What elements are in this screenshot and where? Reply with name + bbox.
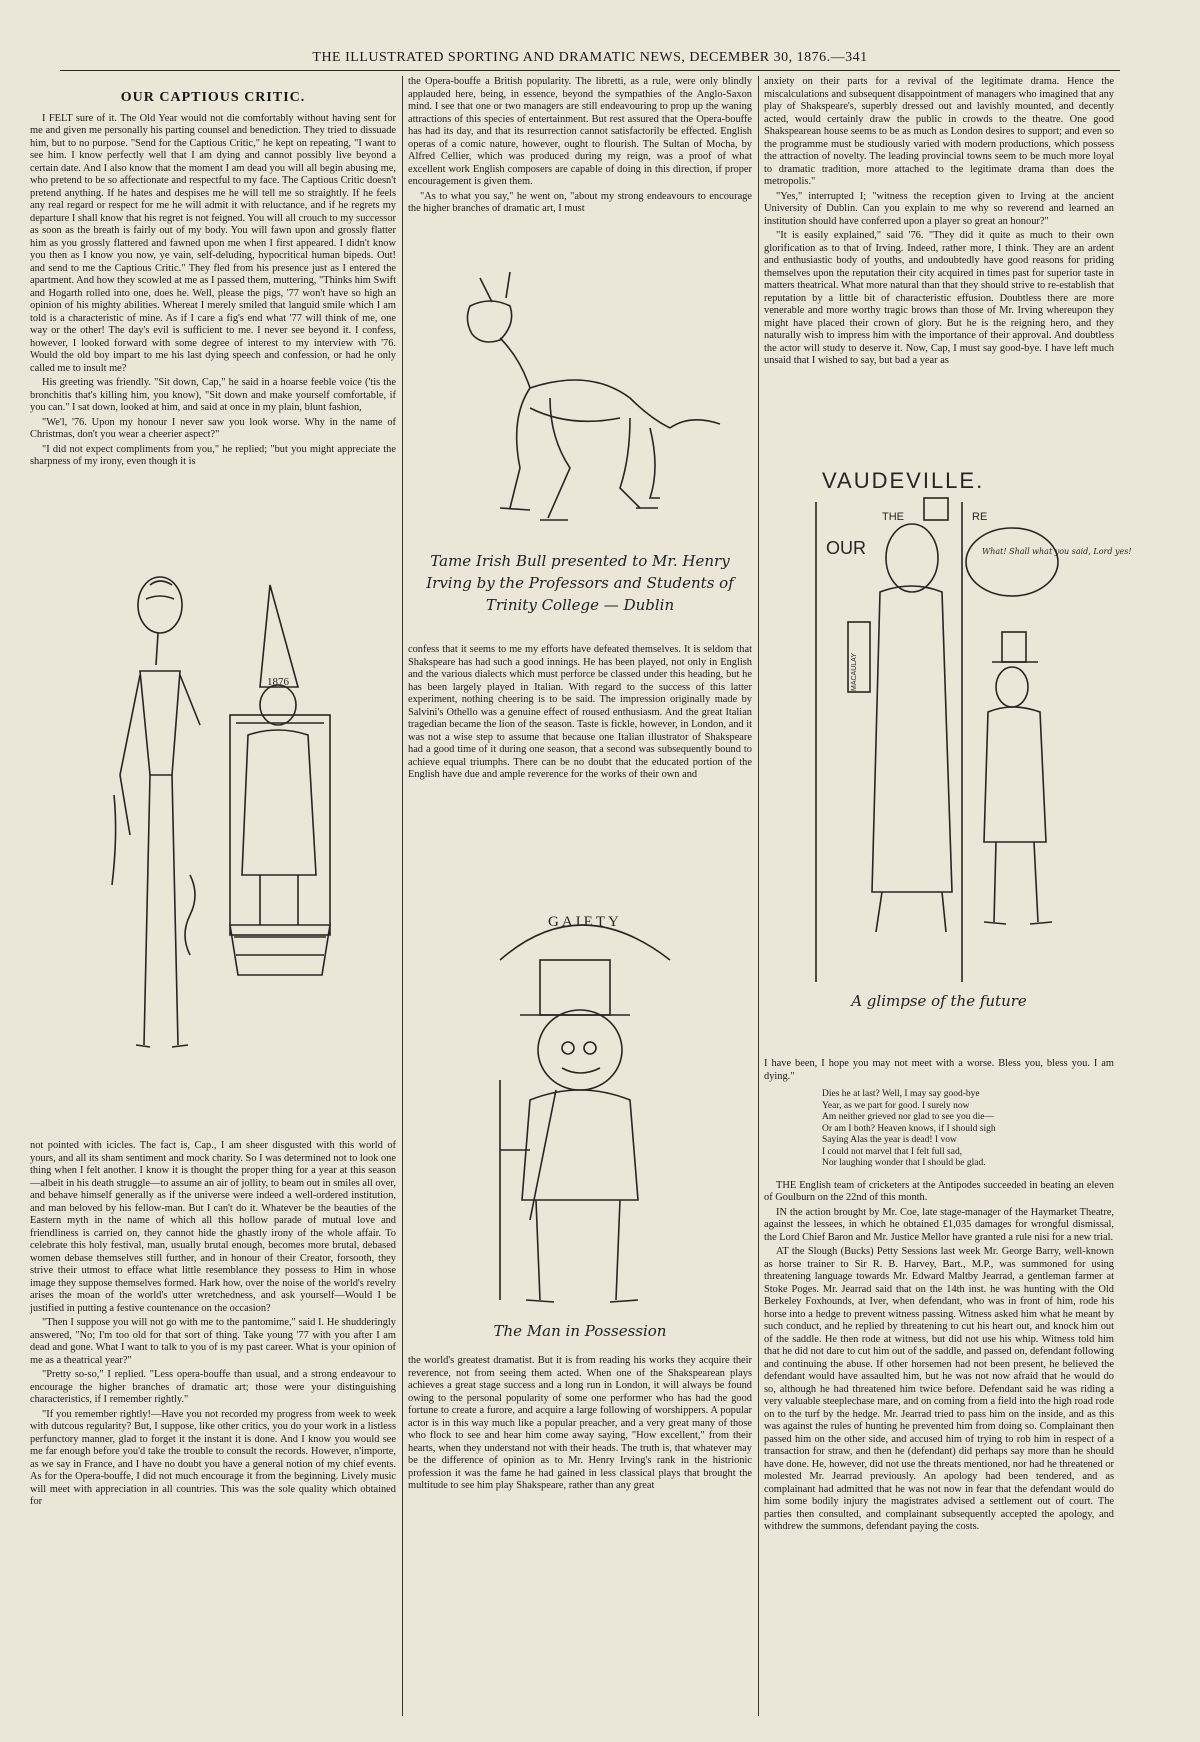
paragraph: I have been, I hope you may not meet with a worse. Bless you, bless you. I am dying.": [764, 1058, 1114, 1082]
irish-bull-illustration: [440, 258, 730, 548]
poster-word: OUR: [826, 538, 866, 558]
column-2-middle: [408, 644, 752, 784]
irish-bull-caption: Tame Irish Bull presented to Mr. Henry Irving by the Professors and Students of Trinity College — Dublin: [426, 552, 734, 614]
verse-line: Saying Alas the year is dead! I vow: [822, 1135, 957, 1145]
paragraph: the world's greatest dramatist. But it is from reading his works they acquire their reverence, not from seeing them acted. When one of the Shakspearean plays achieves a great stage success and a long run in London, it will always be found owing to the personal popularity of some one performer who has had the good fortune to create a furore, and acquire a large following of worshippers. A popular actor is in this way much like a popular preacher, and a very great many of those who flock to see and hear him come away saying, "How excellent," from their hearts, when they understand not with their heads. The truth is, that whatever may be the difference of opinion as to Mr. Henry Irving's rank in the histrionic profession it was the fame he had gained in less classical plays that brought the multitude to see him play Shakspeare, rather than any great: [408, 1355, 752, 1491]
poster-word: THE: [882, 511, 904, 523]
paragraph: "It is easily explained," said '76. "They did it quite as much to their own glorification as to that of Irving. Indeed, rather more, I think. They are an ardent and enthusiastic body of youths, and undoubtedly have good reasons for priding themselves upon the reputation their city acquired in times past for superior taste in matters theatrical. What more natural than that they should strive to re-establish that reputation by a little bit of characteristic effusion. Doubtless there are more venerable and more worthy tragic brows than those of Mr. Irving whereupon they might have placed their crown of glory. But he is the reigning hero, and they naturally wish to impress him with the importance of their approval. And doubtless the actor will study to deserve it. Now, Cap, I must say good-bye. I have left much unsaid that I wished to say, but bad a year as: [764, 230, 1114, 366]
verse-line: I could not marvel that I felt full sad,: [822, 1146, 963, 1157]
glimpse-caption: A glimpse of the future: [851, 992, 1027, 1010]
article-title: OUR CAPTIOUS CRITIC.: [120, 90, 306, 105]
paragraph: "Yes," interrupted I; "witness the reception given to Irving at the ancient University of Dublin. Can you explain to me why so reverend and learned an institution should have conferred upon a player so great an honour?": [764, 190, 1114, 227]
book-spine: MACAULAY: [851, 653, 858, 691]
paragraph: "If you remember rightly!—Have you not recorded my progress from week to week with dutcous regularity? But, I suppose, like other critics, you do your work in a listless perfunctory manner, glad to forget it the instant it is done. And I know you would see me far enough before you'd take the trouble to consult the records. However, n'importe, as we say in France, and I have no doubt you have a general notion of my chief events. As for the Opera-bouffe, I did not much encourage it from the beginning. Lively music will meet with appreciation in all countries. This was the sole quality which obtained for: [30, 1408, 396, 1507]
paragraph: "I did not expect compliments from you," he replied; "but you might appreciate the sharpness of my irony, even though it is: [30, 443, 396, 467]
paragraph: AT the Slough (Bucks) Petty Sessions last week Mr. George Barry, well-known as horse trainer to Sir R. B. Harvey, Bart., M.P., was summoned for using threatening language towards Mr. Edward Maltby Jearrad, a gentleman farmer at Stoke Poges. Mr. Jearrad said that on the 14th inst. he was hunting with the Old Berkeley Foxhounds, at Iver, when defendant, who was in front of him, rode his horse into a hedge to prevent witness passing. Witness asked him what he meant by such conduct, and he replied by threatening to cut his heart out, and knock him out of the saddle. He then rode at witness, but did not use his whip. Witness told him that he did not dare to cut him out of the saddle, and passed on, defendant following and continuing the abuse. If other horsemen had not been present, he believed the defendant would have assaulted him, but he was not now afraid that he would do so, although he had threatened him twice before. Defendant said he was riding a very valuable steeplechase mare, and on coming from a field into the high road rode on to the turf by the hedge. Mr. Jearrad tried to pass him on the inside, and as this was against the rules of hunting he prevented him from doing so. Complainant then passed him on the other side, and accused him of trying to rob him in respect of a transaction for straw, and then he (defendant) did perhaps say more than he should have done. He, however, did not use the threats mentioned, nor had he threatened or molested Mr. Jearrad previously. An apology had been tendered, and as complainant had admitted that he was not now in fear that the defendant would do him some bodily injury the magistrates advised a settlement out of court. The parties then consulted, and complainant subsequently accepted the apology, and withdrew the summons, defendant paying the costs.: [764, 1246, 1114, 1532]
verse-line: Dies he at last? Well, I may say good-bye: [822, 1089, 980, 1099]
dunce-cap-label: 1876: [267, 676, 289, 688]
man-in-possession-illustration: [470, 900, 700, 1320]
poster-word: RE: [972, 511, 988, 523]
paragraph: THE English team of cricketers at the Antipodes succeeded in beating an eleven of Goulburn on the 22nd of this month.: [764, 1179, 1114, 1203]
paragraph: "Pretty so-so," I replied. "Less opera-bouffe than usual, and a strong endeavour to encourage the higher branches of dramatic art; those were your distinguishing characteristics, if I remember rightly.": [30, 1369, 396, 1405]
paragraph: the Opera-bouffe a British popularity. The libretti, as a rule, were only blindly applauded here, being, in essence, beyond the sympathies of the Anglo-Saxon mind. I see that one or two managers are still endeavouring to prop up the waning attractions of this species of entertainment. But rest assured that the Opera-bouffe has had its day, and that its resurrection cannot satisfactorily be effected. English operas of a comic nature, however, ought to flourish. The Sultan of Mocha, by Alfred Cellier, which was produced during my reign, was a proof of what excellent work English composers are capable of doing in this direction, if proper encouragement is given them.: [408, 76, 752, 187]
paragraph: I FELT sure of it. The Old Year would not die comfortably without having sent for me and given me personally his parting counsel and benediction. They tried to dissuade him, but to no purpose. "Send for the Captious Critic," he kept on repeating, "I want to see him. I know perfectly well that I am dying and cannot possibly live beyond a certain date. And I also know that the moment I am dead you will all begin abusing me, who pretend to be so affectionate and respectful to my face. The Captious Critic doesn't pretend anything. If he hates and despises me he will tell me so straightly. If he feels any real regard or respect for me he will admit it with reluctance, and if he regrets my departure I shall know that his regret is not feigned. You will all crouch to my successor as soon as the breath is fairly out of my body. You will fawn upon and grossly flatter him as you grossly flattered and fawned upon me when I first appeared. I didn't know you then as I know you now, ye vain, self-deluding, hypocritical human bipeds. Out! and send to me the Captious Critic." They fled from his presence just as I entered the apartment. And how they scowled at me as I passed them, muttering, "Thinks him Swift and Hogarth rolled into one, does he. Well, please the pigs, '77 won't have so high an opinion of his mighty abilities. Whereat I merely smiled that languid smile which I am told is a characteristic of mine. As if I care a fig's end what '77 will think of me, one way or the other! The day's evil is sufficient to me. I never see beyond it. I confess, however, I looked forward with some degree of interest to my interview with '76. Would the old boy impart to me his last dying speech and confession, or had he only called me to insult me?: [30, 112, 396, 374]
verse: [822, 1089, 1114, 1170]
paragraph: not pointed with icicles. The fact is, Cap., I am sheer disgusted with this world of yours, and all its sham sentiment and mock charity. So I was determined not to look one thing when I felt another. I know it is thought the proper thing for a year at this season—albeit in his death struggle—to assume an air of jollity, to beam out in smiles all over, and behave himself generally as if the universe were indeed a well-ordered institution, and man beloved by his fellow-man. But I can't do it. Whatever be the beauties of the Eastern myth in the name of which all this hollow parade of mutual love and friendliness is carried on, they cannot hide the ghastly irony of the whole affair. To celebrate this holy festival, man, usually brutal enough, becomes more brutal, debased women debase themselves still further, and in honour of their Creator, forsooth, they strive their utmost to efface what little resemblance they possess to Him in whose image they suppose themselves formed. Hark how, over the noise of the world's revelry arises the moan of the world's utter wretchedness, and ask yourself—Would I be justified in putting a festive countenance on the occasion?: [30, 1140, 396, 1314]
paragraph: "We'l, '76. Upon my honour I never saw you look worse. Why in the name of Christmas, don't you wear a cheerier aspect?": [30, 416, 396, 440]
column-2-bottom: [408, 1355, 752, 1495]
masthead: THE ILLUSTRATED SPORTING AND DRAMATIC NEWS, DECEMBER 30, 1876.—341: [60, 50, 1120, 71]
verse-line: Am neither grieved nor glad to see you die—: [822, 1112, 995, 1122]
paragraph: confess that it seems to me my efforts have defeated themselves. It is seldom that Shakspeare has had such a good innings. He has been played, not only in English and the various dialects which must perforce be classed under this heading, but he has been largely played in Italian. With regard to the success of this latter experiment, nothing cheering is to be said. The impression originally made by Salvini's Othello was a genuine effect of roused enthusiasm. And the great Italian tragedian became the lion of the season. Taste is fickle, however, in London, and it was not a wise step to assume that because one Italian illustrator of Shakspeare had a good time of it during one season, that a second was subsequently bound to achieve equal triumphs. There can be no doubt that the educated portion of the English have due and ample reverence for the works of their own and: [408, 644, 752, 780]
gaiety-sign: GAIETY: [548, 914, 622, 930]
vaudeville-sign: VAUDEVILLE.: [822, 468, 985, 493]
column-3-middle: [764, 1058, 1114, 1536]
verse-line: Nor laughing wonder that I should be glad.: [822, 1158, 986, 1168]
paragraph: anxiety on their parts for a revival of the legitimate drama. Hence the miscalculations and subsequent disappointment of managers who imagined that any play of Shakspeare's, superbly dressed out and lavishly mounted, and decently acted, would certainly draw the public in crowds to the theatre. One good Shakspearean house seems to be as much as London desires to support; and even so the programme must be studiously varied with modern productions, which possess the attraction of novelty. The leading provincial towns seem to be much more loyal to dramatic tradition, more attached to the legitimate drama than does the metropolis.": [764, 76, 1114, 187]
column-1-top: [30, 76, 396, 471]
paragraph: His greeting was friendly. "Sit down, Cap," he said in a hoarse feeble voice ('tis the bronchitis that's killing him, you know), "Sit down and make yourself comfortable, if you can." I sat down, looked at him, and said at once in my plain, blunt fashion,: [30, 377, 396, 413]
verse-line: Or am I both? Heaven knows, if I should sigh: [822, 1123, 996, 1134]
paragraph: "Then I suppose you will not go with me to the pantomime," said I. He shudderingly answered, "No; I'm too old for that sort of thing. Take young '77 with you after I am dead and gone. What I want to talk to you of is my past career. What is your opinion of me as a theatrical year?": [30, 1317, 396, 1366]
column-1-bottom: [30, 1140, 396, 1511]
man-in-possession-caption: The Man in Possession: [493, 1322, 667, 1340]
column-2-top: [408, 76, 752, 218]
column-rule: [402, 76, 403, 1716]
column-rule: [758, 76, 759, 1716]
paragraph: IN the action brought by Mr. Coe, late stage-manager of the Haymarket Theatre, against the lessees, in which he obtained £1,035 damages for wrongful dismissal, the Lord Chief Baron and Mr. Justice Mellor have granted a rule nisi for a new trial.: [764, 1206, 1114, 1243]
verse-line: Year, as we part for good. I surely now: [822, 1100, 970, 1111]
vaudeville-illustration: [812, 462, 1132, 982]
paragraph: "As to what you say," he went on, "about my strong endeavours to encourage the higher branches of dramatic art, I must: [408, 190, 752, 214]
speech-bubble: What! Shall what you said, Lord yes!: [982, 547, 1132, 556]
critic-and-old-year-illustration: [110, 575, 370, 1135]
column-3-top: [764, 76, 1114, 370]
